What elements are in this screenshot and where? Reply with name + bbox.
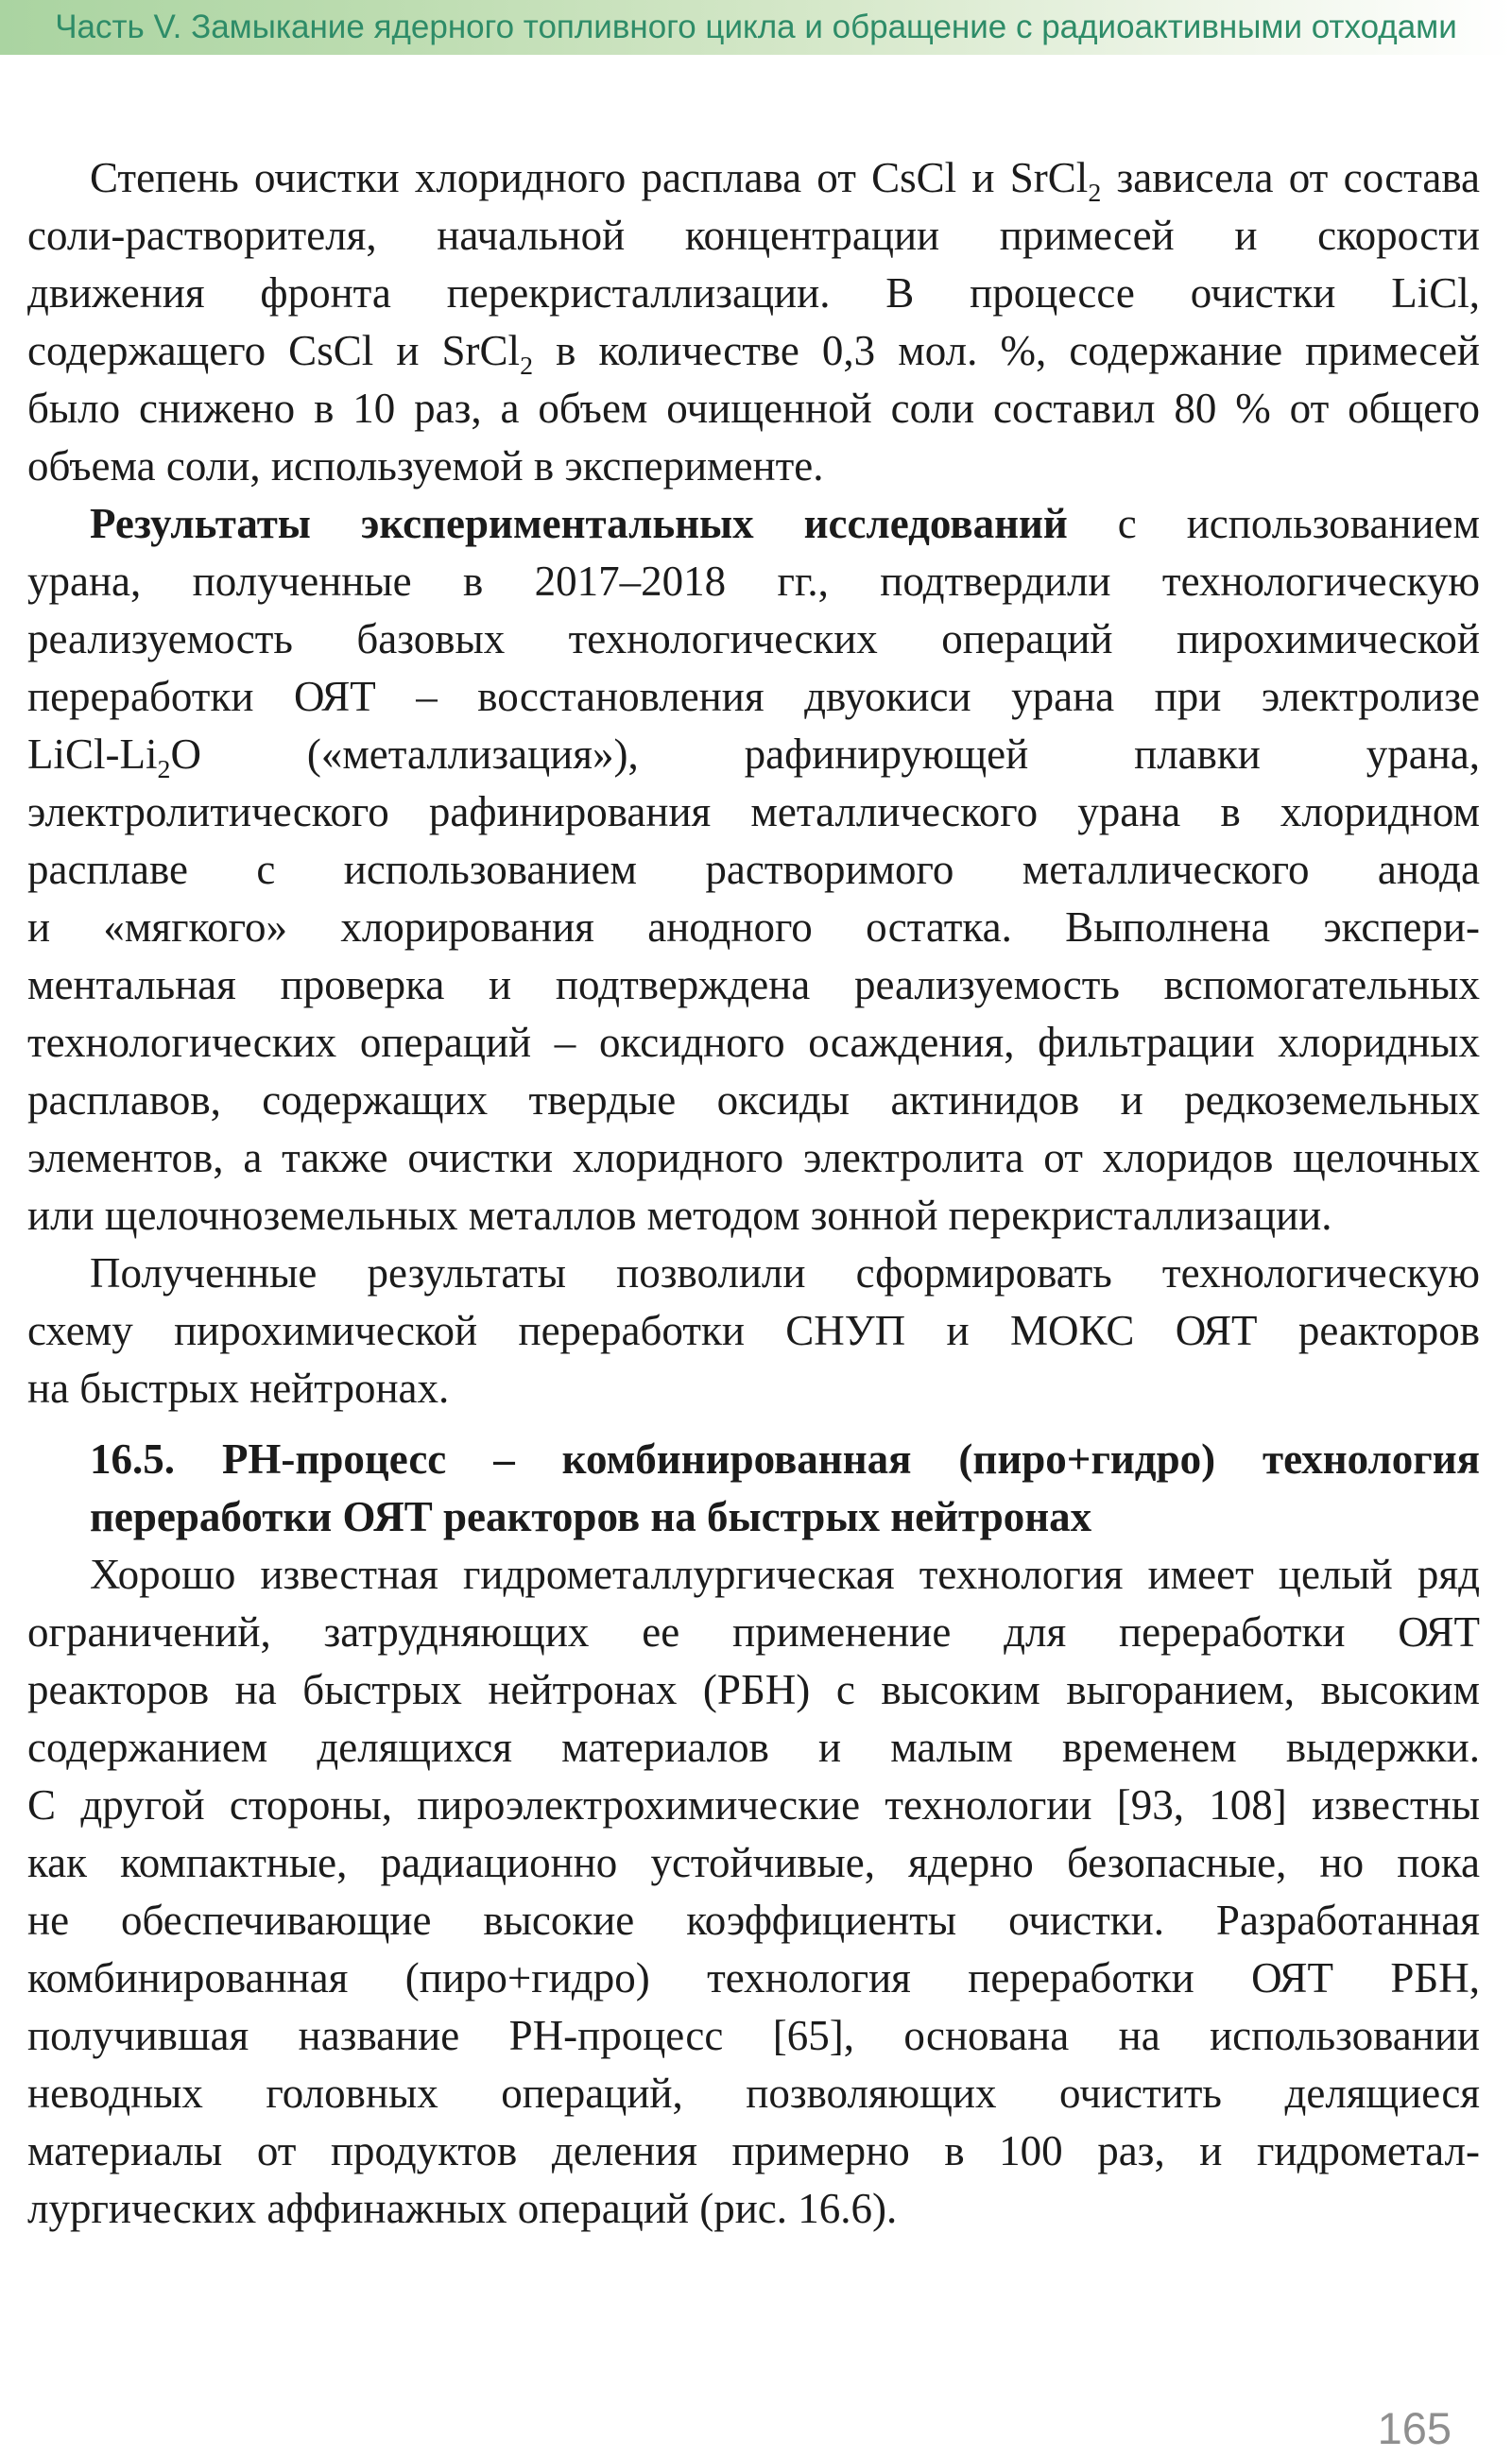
text-segment: на быстрых нейтронах. — [27, 1365, 450, 1412]
text-segment: Хорошо известная гидрометаллургическая технология имеет целый ряд — [90, 1551, 1480, 1598]
text-segment: содержащего CsCl и SrCl — [27, 327, 521, 374]
text-segment: не обеспечивающие высокие коэффициенты очистки. Разработанная — [27, 1897, 1480, 1944]
text-line — [27, 1014, 1480, 1072]
text-segment: схему пирохимической переработки СНУП и МОКС ОЯТ реакторов — [27, 1307, 1480, 1354]
page-number: 165 — [1377, 2403, 1452, 2453]
text-segment: материалы от продуктов деления примерно в 100 раз, и гидрометал- — [27, 2127, 1480, 2174]
bold-text: Результаты экспериментальных исследований — [90, 500, 1068, 547]
text-segment: объема соли, используемой в эксперименте. — [27, 442, 824, 490]
text-line — [27, 1431, 1480, 1488]
text-segment: расплавов, содержащих твердые оксиды актинидов и редкоземельных — [27, 1076, 1480, 1124]
text-segment: движения фронта перекристаллизации. В процессе очистки LiCl, — [27, 269, 1480, 317]
subscript-text: 2 — [520, 352, 534, 381]
text-segment: расплаве с использованием растворимого металлического анода — [27, 846, 1480, 893]
text-line — [27, 1072, 1480, 1129]
text-segment: переработки ОЯТ реакторов на быстрых нейтронах — [90, 1493, 1092, 1540]
text-line — [27, 322, 1480, 380]
text-line — [27, 1488, 1480, 1546]
text-segment: содержанием делящихся материалов и малым временем выдержки. — [27, 1724, 1480, 1771]
text-line — [27, 1187, 1480, 1245]
text-line — [27, 1302, 1480, 1360]
text-segment: получившая название PH-процесс [65], основана на использовании — [27, 2012, 1480, 2059]
text-line — [27, 956, 1480, 1014]
text-line — [27, 553, 1480, 610]
text-segment: LiCl-Li — [27, 730, 158, 778]
text-line — [27, 1950, 1480, 2007]
text-segment: ментальная проверка и подтверждена реализуемость вспомогательных — [27, 961, 1480, 1008]
text-segment: Степень очистки хлоридного расплава от CsCl и SrCl — [90, 154, 1089, 201]
text-line — [27, 1661, 1480, 1719]
text-segment: ограничений, затрудняющих ее применение для переработки ОЯТ — [27, 1608, 1480, 1656]
text-segment: зависела от состава — [1101, 154, 1480, 201]
text-segment: реакторов на быстрых нейтронах (РБН) с высоким выгоранием, высоким — [27, 1666, 1480, 1713]
text-line — [27, 1360, 1480, 1418]
text-line — [27, 726, 1480, 783]
text-segment: в количестве 0,3 мол. %, содержание примесей — [533, 327, 1480, 374]
text-line — [27, 899, 1480, 956]
text-line — [27, 1129, 1480, 1187]
subscript-text: 2 — [1088, 179, 1102, 208]
text-line — [27, 207, 1480, 265]
text-line — [27, 841, 1480, 899]
text-segment: 16.5. PH-процесс – комбинированная (пиро+гидро) технология — [90, 1435, 1480, 1483]
text-segment: элементов, а также очистки хлоридного электролита от хлоридов щелочных — [27, 1134, 1480, 1181]
text-line — [27, 1719, 1480, 1777]
text-segment: электролитического рафинирования металлического урана в хлоридном — [27, 788, 1480, 835]
page-body — [0, 149, 1512, 2238]
text-segment: С другой стороны, пироэлектрохимические технологии [93, 108] известны — [27, 1781, 1480, 1829]
text-line — [27, 2122, 1480, 2180]
text-line — [27, 610, 1480, 668]
text-line — [27, 1834, 1480, 1892]
chapter-header-band — [0, 0, 1512, 55]
text-segment: и «мягкого» хлорирования анодного остатка. Выполнена экспери- — [27, 903, 1480, 951]
text-segment: технологических операций – оксидного осаждения, фильтрации хлоридных — [27, 1019, 1480, 1066]
text-segment: реализуемость базовых технологических операций пирохимической — [27, 615, 1480, 662]
text-line — [27, 495, 1480, 553]
text-segment: Полученные результаты позволили сформировать технологическую — [90, 1249, 1480, 1297]
text-line — [27, 149, 1480, 207]
chapter-header-title: Часть V. Замыкание ядерного топливного цикла и обращение с радиоактивными отходами — [55, 9, 1457, 45]
text-line — [27, 1604, 1480, 1661]
paragraph — [27, 1245, 1480, 1418]
text-segment: было снижено в 10 раз, а объем очищенной соли составил 80 % от общего — [27, 385, 1480, 432]
text-line — [27, 1546, 1480, 1604]
text-line — [27, 380, 1480, 438]
text-segment: как компактные, радиационно устойчивые, ядерно безопасные, но пока — [27, 1839, 1480, 1886]
text-segment: соли-растворителя, начальной концентрации примесей и скорости — [27, 212, 1480, 259]
text-line — [27, 2007, 1480, 2065]
text-segment: неводных головных операций, позволяющих очистить делящиеся — [27, 2070, 1480, 2117]
text-line — [27, 2065, 1480, 2122]
text-segment: или щелочноземельных металлов методом зонной перекристаллизации. — [27, 1192, 1332, 1239]
subscript-text: 2 — [157, 755, 171, 784]
text-line — [27, 1777, 1480, 1834]
text-segment: с использованием — [1067, 500, 1480, 547]
text-segment: урана, полученные в 2017–2018 гг., подтвердили технологическую — [27, 558, 1480, 605]
text-line — [27, 668, 1480, 726]
text-segment: переработки ОЯТ – восстановления двуокиси урана при электролизе — [27, 673, 1480, 720]
text-line — [27, 1245, 1480, 1302]
text-segment: O («металлизация»), рафинирующей плавки урана, — [170, 730, 1480, 778]
paragraph — [27, 495, 1480, 1245]
text-line — [27, 265, 1480, 322]
text-line — [27, 438, 1480, 495]
text-line — [27, 1892, 1480, 1950]
text-line — [27, 2180, 1480, 2238]
text-segment: лургических аффинажных операций (рис. 16.6). — [27, 2185, 898, 2232]
text-segment: комбинированная (пиро+гидро) технология переработки ОЯТ РБН, — [27, 1954, 1480, 2002]
text-line — [27, 783, 1480, 841]
section-heading — [27, 1431, 1480, 1546]
paragraph — [27, 149, 1480, 495]
paragraph — [27, 1546, 1480, 2238]
